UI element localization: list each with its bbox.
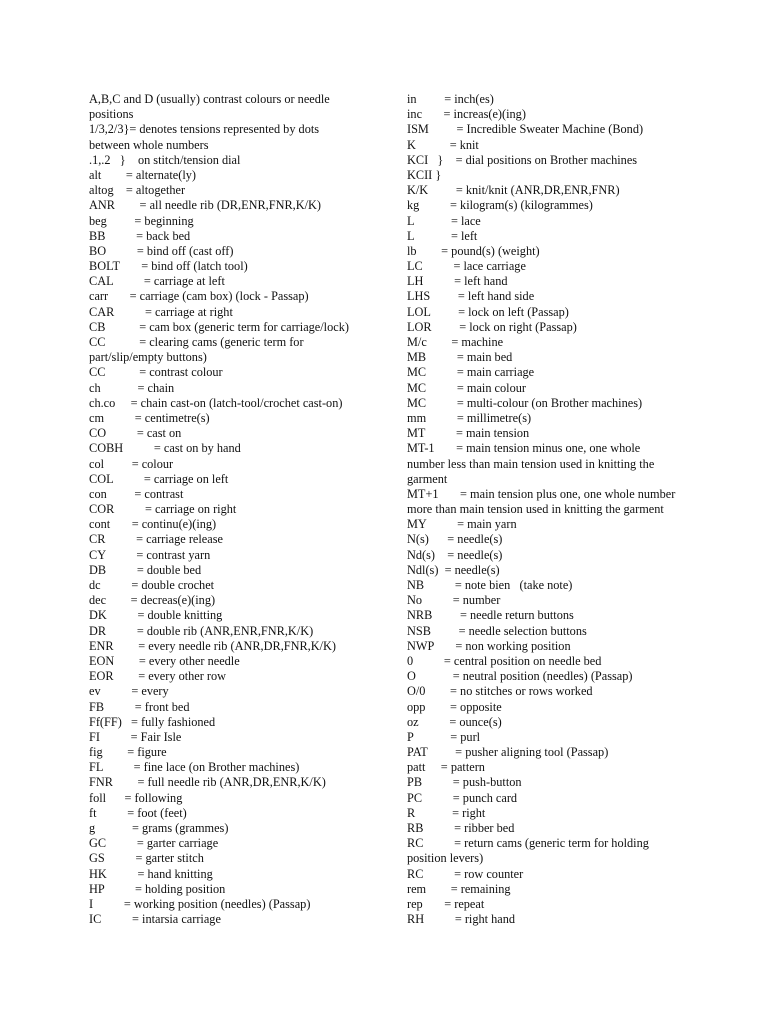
glossary-line: KCI } = dial positions on Brother machines <box>407 152 638 167</box>
glossary-line: M/c = machine <box>407 335 504 349</box>
glossary-line: FB = front bed <box>89 699 190 714</box>
glossary-line: MT+1 = main tension plus one, one whole number <box>407 486 676 501</box>
glossary-line: ft = foot (feet) <box>89 805 187 820</box>
glossary-line: .1,.2 } on stitch/tension dial <box>89 152 241 167</box>
glossary-line: RC = return cams (generic term for holding <box>407 836 649 851</box>
glossary-line: GS = garter stitch <box>89 851 204 866</box>
glossary-line: CC = clearing cams (generic term for <box>89 335 304 349</box>
glossary-line: opp = opposite <box>407 699 502 714</box>
glossary-line: BB = back bed <box>89 228 191 243</box>
glossary-left-column <box>89 92 379 927</box>
glossary-line: P = purl <box>407 729 481 744</box>
glossary-line: I = working position (needles) (Passap) <box>89 896 311 911</box>
glossary-line: CAR = carriage at right <box>89 304 233 319</box>
glossary-line: kg = kilogram(s) (kilogrammes) <box>407 198 593 213</box>
glossary-line: A,B,C and D (usually) contrast colours or needle <box>89 92 330 106</box>
glossary-line: Ff(FF) = fully fashioned <box>89 714 216 729</box>
glossary-line: FNR = full needle rib (ANR,DR,ENR,K/K) <box>89 775 326 790</box>
glossary-line: cm = centimetre(s) <box>89 410 210 425</box>
glossary-line: foll = following <box>89 790 183 805</box>
glossary-line: rep = repeat <box>407 896 485 911</box>
glossary-line: K/K = knit/knit (ANR,DR,ENR,FNR) <box>407 183 620 198</box>
glossary-line: lb = pound(s) (weight) <box>407 243 540 258</box>
glossary-line: 0 = central position on needle bed <box>407 653 602 668</box>
glossary-line: NWP = non working position <box>407 638 571 653</box>
glossary-line: MT-1 = main tension minus one, one whole <box>407 441 641 456</box>
glossary-line: Nd(s) = needle(s) <box>407 547 503 562</box>
glossary-line: RH = right hand <box>407 912 516 927</box>
glossary-line: COR = carriage on right <box>89 502 237 517</box>
glossary-line: cont = continu(e)(ing) <box>89 517 217 532</box>
glossary-line: LH = left hand <box>407 274 508 289</box>
glossary-line: beg = beginning <box>89 213 194 228</box>
glossary-line: MC = multi-colour (on Brother machines) <box>407 395 643 410</box>
glossary-line: CB = cam box (generic term for carriage/lock) <box>89 319 349 334</box>
glossary-line: MY = main yarn <box>407 517 517 532</box>
glossary-line: IC = intarsia carriage <box>89 912 221 927</box>
glossary-line: LHS = left hand side <box>407 289 535 304</box>
glossary-line: L = left <box>407 228 478 243</box>
glossary-line: fig = figure <box>89 745 167 760</box>
glossary-line: patt = pattern <box>407 760 485 775</box>
glossary-line: EON = every other needle <box>89 653 240 668</box>
glossary-line: inc = increas(e)(ing) <box>407 107 526 122</box>
glossary-line: K = knit <box>407 137 479 152</box>
glossary-line: PB = push-button <box>407 775 522 790</box>
glossary-line: KCII } <box>407 167 442 182</box>
glossary-line: between whole numbers <box>89 137 209 152</box>
glossary-line: EOR = every other row <box>89 669 227 684</box>
glossary-line: garment <box>407 471 448 486</box>
glossary-line: col = colour <box>89 456 174 471</box>
glossary-line: CC = contrast colour <box>89 365 223 380</box>
glossary-line: O = neutral position (needles) (Passap) <box>407 669 633 684</box>
glossary-line: CO = cast on <box>89 426 182 441</box>
glossary-line: MC = main carriage <box>407 365 535 380</box>
glossary-line: mm = millimetre(s) <box>407 410 532 425</box>
glossary-line: dc = double crochet <box>89 578 215 592</box>
glossary-line: ANR = all needle rib (DR,ENR,FNR,K/K) <box>89 198 322 213</box>
glossary-line: PAT = pusher aligning tool (Passap) <box>407 745 609 760</box>
glossary-line: DR = double rib (ANR,ENR,FNR,K/K) <box>89 623 314 638</box>
glossary-line: ISM = Incredible Sweater Machine (Bond) <box>407 122 644 137</box>
glossary-line: N(s) = needle(s) <box>407 532 503 547</box>
glossary-line: GC = garter carriage <box>89 836 219 851</box>
glossary-line: Ndl(s) = needle(s) <box>407 562 500 577</box>
glossary-line: NRB = needle return buttons <box>407 608 574 623</box>
glossary-line: ch = chain <box>89 380 175 395</box>
glossary-line: No = number <box>407 593 501 608</box>
glossary-line: R = right <box>407 805 486 820</box>
glossary-line: CAL = carriage at left <box>89 274 225 289</box>
glossary-line: rem = remaining <box>407 881 511 896</box>
glossary-line: BO = bind off (cast off) <box>89 243 234 258</box>
glossary-line: COL = carriage on left <box>89 471 229 486</box>
glossary-line: MC = main colour <box>407 380 526 395</box>
glossary-line: O/0 = no stitches or rows worked <box>407 684 593 699</box>
glossary-line: FL = fine lace (on Brother machines) <box>89 760 300 775</box>
glossary-line: position levers) <box>407 851 484 866</box>
glossary-right-column <box>407 92 707 927</box>
glossary-line: FI = Fair Isle <box>89 729 182 744</box>
glossary-line: CR = carriage release <box>89 532 223 547</box>
glossary-line: g = grams (grammes) <box>89 821 229 835</box>
glossary-line: altog = altogether <box>89 183 186 198</box>
glossary-line: DB = double bed <box>89 562 202 577</box>
glossary-line: DK = double knitting <box>89 608 223 623</box>
glossary-line: number less than main tension used in knitting the <box>407 456 655 471</box>
glossary-line: ev = every <box>89 684 169 699</box>
glossary-line: ch.co = chain cast-on (latch-tool/crochet cast-on) <box>89 395 343 410</box>
glossary-line: NSB = needle selection buttons <box>407 623 587 638</box>
glossary-line: alt = alternate(ly) <box>89 167 196 182</box>
glossary-line: more than main tension used in knitting the garment <box>407 502 664 517</box>
glossary-line: ENR = every needle rib (ANR,DR,FNR,K/K) <box>89 638 337 653</box>
glossary-line: dec = decreas(e)(ing) <box>89 593 216 608</box>
glossary-line: RB = ribber bed <box>407 821 515 835</box>
glossary-line: part/slip/empty buttons) <box>89 350 207 365</box>
glossary-line: MT = main tension <box>407 426 530 441</box>
glossary-line: L = lace <box>407 213 481 228</box>
glossary-line: LOR = lock on right (Passap) <box>407 319 577 334</box>
glossary-line: 1/3,2/3}= denotes tensions represented by dots <box>89 122 320 137</box>
glossary-line: con = contrast <box>89 486 184 501</box>
glossary-line: PC = punch card <box>407 790 518 805</box>
glossary-line: LC = lace carriage <box>407 259 526 274</box>
glossary-line: BOLT = bind off (latch tool) <box>89 259 248 274</box>
glossary-line: CY = contrast yarn <box>89 547 211 562</box>
glossary-line: oz = ounce(s) <box>407 714 502 729</box>
glossary-line: COBH = cast on by hand <box>89 441 241 456</box>
glossary-line: LOL = lock on left (Passap) <box>407 304 569 319</box>
glossary-line: HP = holding position <box>89 881 226 896</box>
glossary-line: positions <box>89 107 134 122</box>
glossary-line: RC = row counter <box>407 866 524 881</box>
glossary-line: HK = hand knitting <box>89 866 213 881</box>
glossary-line: MB = main bed <box>407 350 513 365</box>
glossary-line: in = inch(es) <box>407 92 494 106</box>
glossary-line: NB = note bien (take note) <box>407 578 573 592</box>
glossary-line: carr = carriage (cam box) (lock - Passap) <box>89 289 309 304</box>
